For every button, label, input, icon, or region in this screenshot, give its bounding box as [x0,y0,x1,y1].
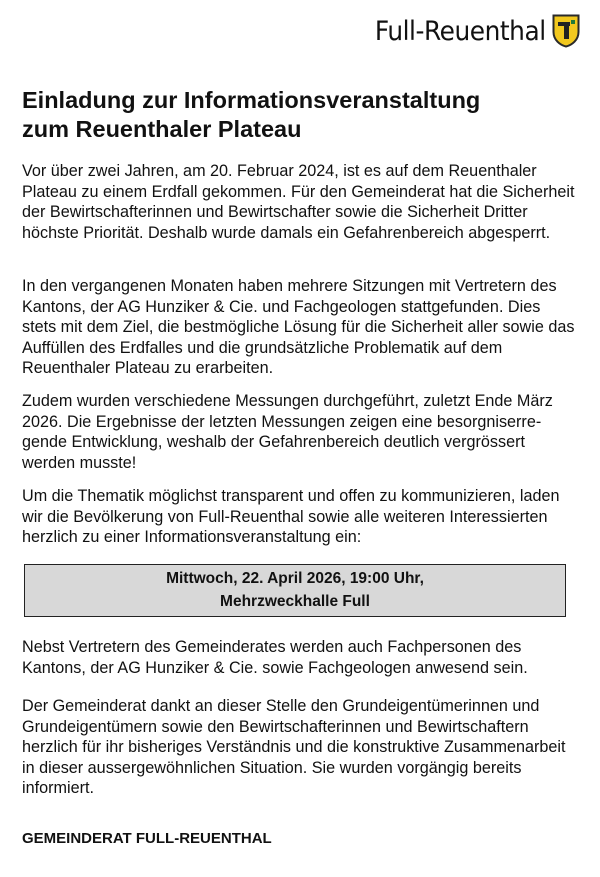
municipality-logo [360,14,580,48]
paragraph-invitation: Um die Thematik möglichst transparent und offen zu kommunizieren, laden wir die Bevölkerung von Full-Reuenthal sowie alle weiteren Interessierten herzlich zu einer Informationsveranstaltung ein: [22,487,560,547]
coat-of-arms-icon [552,14,580,48]
event-datetime: Mittwoch, 22. April 2026, 19:00 Uhr, [166,570,424,587]
paragraph-measurements: Zudem wurden verschiedene Messungen durchgeführt, zuletzt Ende März 2026. Die Ergebnisse der letzten Messungen zeigen eine besorgniserregende Entwicklung, weshalb der Gefahrenbereich deutlich vergrössert werden musste! [22,392,553,472]
municipality-name: Full-Reuenthal [375,15,546,47]
document-title [22,86,582,144]
title-line-1: Einladung zur Informationsveranstaltung [22,87,481,113]
event-location: Mehrzweckhalle Full [220,593,370,610]
title-line-2: zum Reuenthaler Plateau [22,116,302,142]
event-details-box [24,564,566,617]
signature: GEMEINDERAT FULL-REUENTHAL [22,830,272,847]
paragraph-incident: Vor über zwei Jahren, am 20. Februar 2024, ist es auf dem Reuenthaler Plateau zu einem Erdfall gekommen. Für den Gemeinderat hat die Sicherheit der Bewirtschafterinnen und Bewirtschafter sowie die Sicherheit Dritter höchste Priorität. Deshalb wurde damals ein Gefahrenbereich abgesperrt. [22,162,575,242]
paragraph-thanks: Der Gemeinderat dankt an dieser Stelle den Grundeigentümerinnen und Grundeigentümern sowie den Bewirtschafterinnen und Bewirtschaftern herzlich für ihr bisheriges Verständnis und die konstruktive Zusammenarbeit in dieser aussergewöhnlichen Situation. Sie wurden vorgängig bereits informiert. [22,697,566,798]
paragraph-meetings: In den vergangenen Monaten haben mehrere Sitzungen mit Vertretern des Kantons, der AG Hunziker & Cie. und Fachgeologen stattgefunden. Dies stets mit dem Ziel, die bestmögliche Lösung für die Sicherheit aller sowie das Auffüllen des Erdfalles und die grundsätzliche Problematik auf dem Reuenthaler Plateau zu erarbeiten. [22,277,575,378]
paragraph-attendees: Nebst Vertretern des Gemeinderates werden auch Fachpersonen des Kantons, der AG Hunziker & Cie. sowie Fachgeologen anwesend sein. [22,638,528,677]
